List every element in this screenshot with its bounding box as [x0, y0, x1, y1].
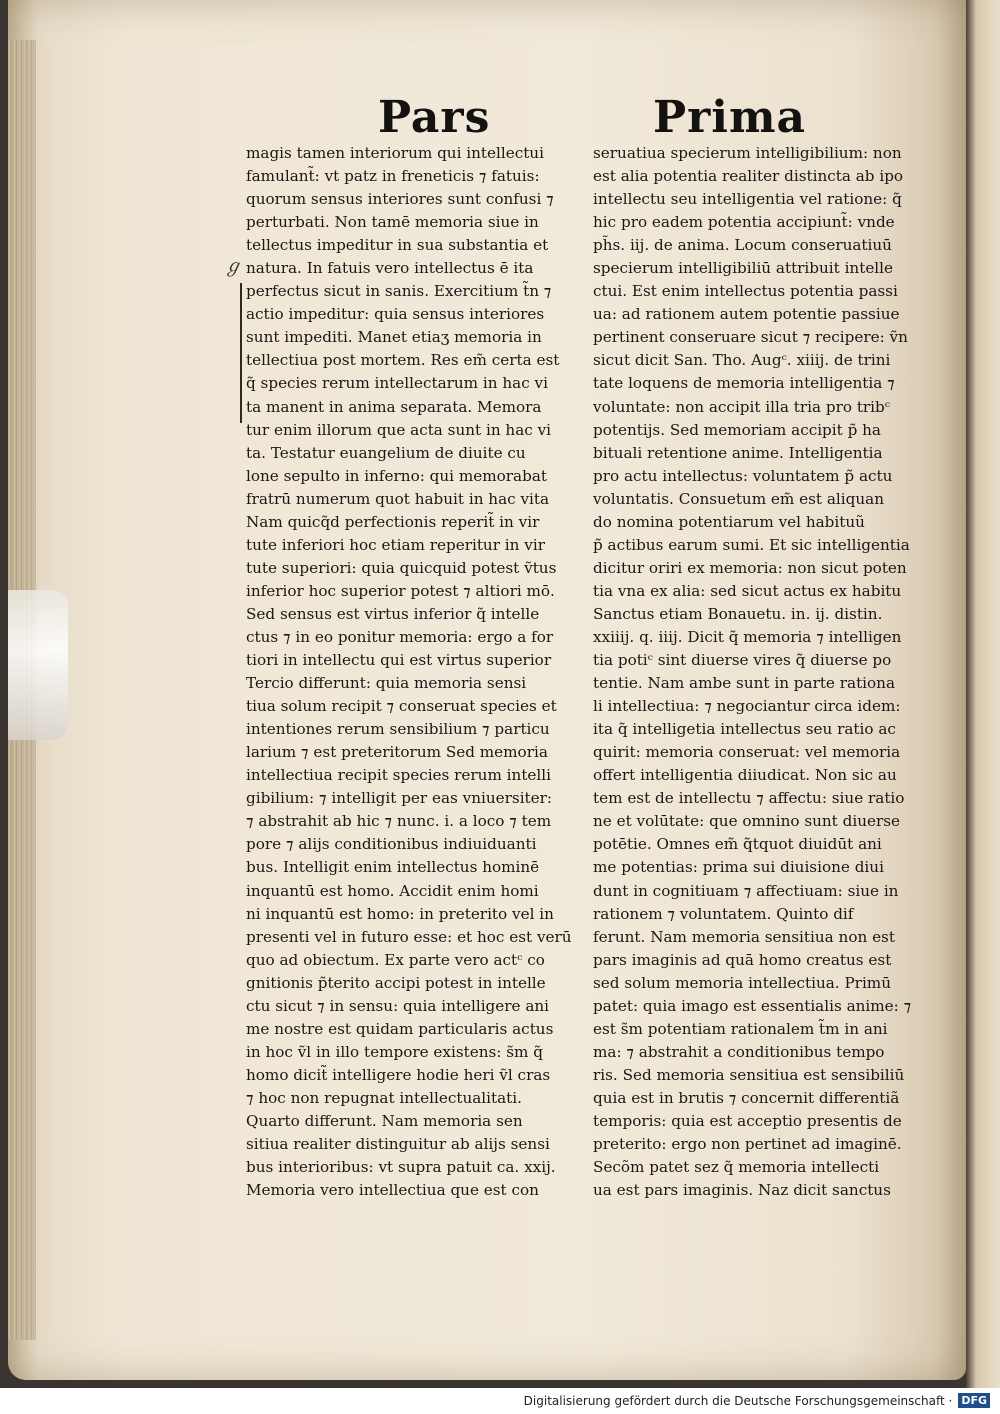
text-line: fratrū numerum quot habuit in hac vita [246, 489, 550, 508]
text-line: famulant̃: vt patz in freneticis ⁊ fatuis: [246, 167, 540, 186]
text-line: in hoc ṽl in illo tempore existens: s̃m q̃ [246, 1042, 543, 1061]
text-line: sunt impediti. Manet etiaʒ memoria in [246, 328, 542, 347]
text-line: pro actu intellectus: voluntatem p̃ actu [593, 466, 893, 485]
text-line: bus. Intelligit enim intellectus hominē [246, 858, 540, 877]
text-line: gibilium: ⁊ intelligit per eas vniuersiter: [246, 789, 553, 808]
text-line: ferunt. Nam memoria sensitiua non est [593, 927, 895, 946]
text-line: ua est pars imaginis. Naz dicit sanctus [593, 1181, 891, 1200]
text-line: Sanctus etiam Bonauetu. in. ij. distin. [593, 604, 883, 623]
text-line: tem est de intellectu ⁊ affectu: siue ratio [593, 789, 905, 808]
text-line: inquantū est homo. Accidit enim homi [246, 881, 539, 900]
text-line: natura. In fatuis vero intellectus ē ita [246, 259, 534, 278]
text-line: tute superiori: quia quicquid potest ṽtus [246, 558, 557, 577]
text-line: Nam quicq̃d perfectionis reperit̃ in vir [246, 512, 540, 531]
text-line: ma: ⁊ abstrahit a conditionibus tempo [593, 1042, 885, 1061]
text-line: ua: ad rationem autem potentie passiue [593, 305, 900, 324]
text-line: ne et volūtate: que omnino sunt diuerse [593, 812, 901, 831]
text-line: est s̃m potentiam rationalem t̃m in ani [593, 1019, 888, 1038]
text-line: Secõm patet sez q̃ memoria intellecti [593, 1158, 880, 1177]
text-line: tia vna ex alia: sed sicut actus ex habitu [593, 581, 902, 600]
text-line: magis tamen interiorum qui intellectui [246, 144, 544, 162]
text-line: inferior hoc superior potest ⁊ altiori mō. [246, 581, 555, 600]
text-column-right [593, 142, 923, 1202]
text-line: quirit: memoria conseruat: vel memoria [593, 743, 901, 762]
text-line: ctus ⁊ in eo ponitur memoria: ergo a for [246, 627, 554, 646]
text-line: tia potiᶜ sint diuerse vires q̃ diuerse po [593, 651, 892, 670]
text-line: perturbati. Non tamē memoria siue in [246, 213, 539, 232]
text-line: me nostre est quidam particularis actus [246, 1019, 554, 1038]
text-line: tiori in intellectu qui est virtus superior [246, 651, 552, 670]
text-line: ni inquantū est homo: in preterito vel in [246, 904, 554, 923]
text-line: preterito: ergo non pertinet ad imaginē. [593, 1135, 902, 1154]
text-line: ta manent in anima separata. Memora [246, 397, 542, 416]
text-line: patet: quia imago est essentialis anime: ⁊ [593, 996, 912, 1015]
text-line: quia est in brutis ⁊ concernit differentiã [593, 1088, 900, 1107]
text-line: seruatiua specierum intelligibilium: non [593, 144, 902, 162]
text-line: intellectiua recipit species rerum intelli [246, 766, 551, 785]
text-line: xxiiij. q. iiij. Dicit q̃ memoria ⁊ intelligen [593, 627, 902, 646]
text-line: rationem ⁊ voluntatem. Quinto dif [593, 904, 854, 923]
text-line: presenti vel in futuro esse: et hoc est verū [246, 927, 572, 946]
text-line: pore ⁊ alijs conditionibus indiuiduanti [246, 835, 537, 854]
text-line: tellectiua post mortem. Res em̃ certa est [246, 351, 560, 370]
text-line: ph̃s. iij. de anima. Locum conseruatiuū [593, 236, 892, 255]
page-clip [8, 590, 68, 740]
text-line: ctui. Est enim intellectus potentia passi [593, 282, 898, 301]
text-line: tiua solum recipit ⁊ conseruat species et [246, 697, 557, 716]
text-line: tentie. Nam ambe sunt in parte rationa [593, 674, 896, 693]
footer-credit [524, 1393, 990, 1408]
text-line: dunt in cognitiuam ⁊ affectiuam: siue in [593, 881, 899, 900]
text-line: pars imaginis ad quā homo creatus est [593, 950, 892, 969]
text-line: Sed sensus est virtus inferior q̃ intelle [246, 604, 540, 623]
text-line: sed solum memoria intellectiua. Primū [593, 973, 891, 992]
text-line: voluntate: non accipit illa tria pro tribᶜ [593, 397, 891, 416]
footer-text: Digitalisierung gefördert durch die Deutsche Forschungsgemeinschaft · [523, 1393, 953, 1408]
text-line: ita q̃ intelligetia intellectus seu ratio ac [593, 720, 896, 739]
text-line: ctu sicut ⁊ in sensu: quia intelligere ani [246, 996, 550, 1015]
text-line: li intellectiua: ⁊ negociantur circa idem: [593, 697, 901, 716]
text-line: larium ⁊ est preteritorum Sed memoria [246, 743, 548, 762]
text-line: Quarto differunt. Nam memoria sen [246, 1111, 523, 1130]
text-line: intentiones rerum sensibilium ⁊ particu [246, 720, 550, 739]
text-line: perfectus sicut in sanis. Exercitium t̃n ⁊ [246, 282, 552, 301]
text-line: Memoria vero intellectiua que est con [246, 1181, 539, 1200]
book-page [8, 0, 966, 1380]
running-header-left: Pars [378, 92, 491, 143]
text-line: tellectus impeditur in sua substantia et [246, 236, 549, 255]
text-line: specierum intelligibiliū attribuit intelle [593, 259, 894, 278]
text-line: offert intelligentia diiudicat. Non sic au [593, 766, 897, 785]
text-line: potētie. Omnes em̃ q̃tquot diuidūt ani [593, 835, 882, 854]
dfg-logo: DFG [958, 1393, 990, 1408]
text-line: p̃ actibus earum sumi. Et sic intelligentia [593, 535, 910, 554]
text-line: ris. Sed memoria sensitiua est sensibiliū [593, 1065, 905, 1084]
text-line: ta. Testatur euangelium de diuite cu [246, 443, 526, 462]
running-header-right: Prima [653, 92, 807, 143]
text-line: quorum sensus interiores sunt confusi ⁊ [246, 190, 554, 209]
text-line: actio impeditur: quia sensus interiores [246, 305, 545, 324]
text-line: voluntatis. Consuetum em̃ est aliquan [593, 489, 884, 508]
text-line: bus interioribus: vt supra patuit ca. xxij. [246, 1158, 556, 1177]
text-line: q̃ species rerum intellectarum in hac vi [246, 374, 548, 393]
text-line: homo dicit̃ intelligere hodie heri ṽl cras [246, 1065, 551, 1084]
text-line: intellectu seu intelligentia vel ratione: q̃ [593, 190, 902, 209]
text-line: ⁊ abstrahit ab hic ⁊ nunc. i. a loco ⁊ tem [246, 812, 552, 831]
text-line: sicut dicit San. Tho. Augᶜ. xiiij. de trini [593, 351, 891, 370]
text-line: tute inferiori hoc etiam reperitur in vir [246, 535, 545, 554]
text-line: sitiua realiter distinguitur ab alijs sensi [246, 1135, 550, 1154]
text-line: gnitionis p̃terito accipi potest in intelle [246, 973, 546, 992]
marginal-note: ℊ [224, 256, 242, 277]
text-line: bituali retentione anime. Intelligentia [593, 443, 883, 462]
text-line: quo ad obiectum. Ex parte vero actᶜ co [246, 950, 545, 969]
text-line: pertinent conseruare sicut ⁊ recipere: ṽn [593, 328, 908, 347]
text-line: potentijs. Sed memoriam accipit p̃ ha [593, 420, 881, 439]
text-line: temporis: quia est acceptio presentis de [593, 1111, 902, 1130]
text-line: lone sepulto in inferno: qui memorabat [246, 466, 547, 485]
text-line: ⁊ hoc non repugnat intellectualitati. [246, 1088, 522, 1107]
text-line: est alia potentia realiter distincta ab ipo [593, 167, 904, 186]
text-column-left [246, 142, 578, 1202]
text-line: do nomina potentiarum vel habituũ [593, 512, 865, 531]
text-line: hic pro eadem potentia accipiunt̃: vnde [593, 213, 895, 232]
text-line: me potentias: prima sui diuisione diui [593, 858, 884, 877]
facing-page-edge [966, 0, 1000, 1388]
text-line: tate loquens de memoria intelligentia ⁊ [593, 374, 895, 393]
text-line: dicitur oriri ex memoria: non sicut poten [593, 558, 907, 577]
text-line: Tercio differunt: quia memoria sensi [246, 674, 527, 693]
text-line: tur enim illorum que acta sunt in hac vi [246, 420, 552, 439]
marginal-line [240, 283, 242, 423]
